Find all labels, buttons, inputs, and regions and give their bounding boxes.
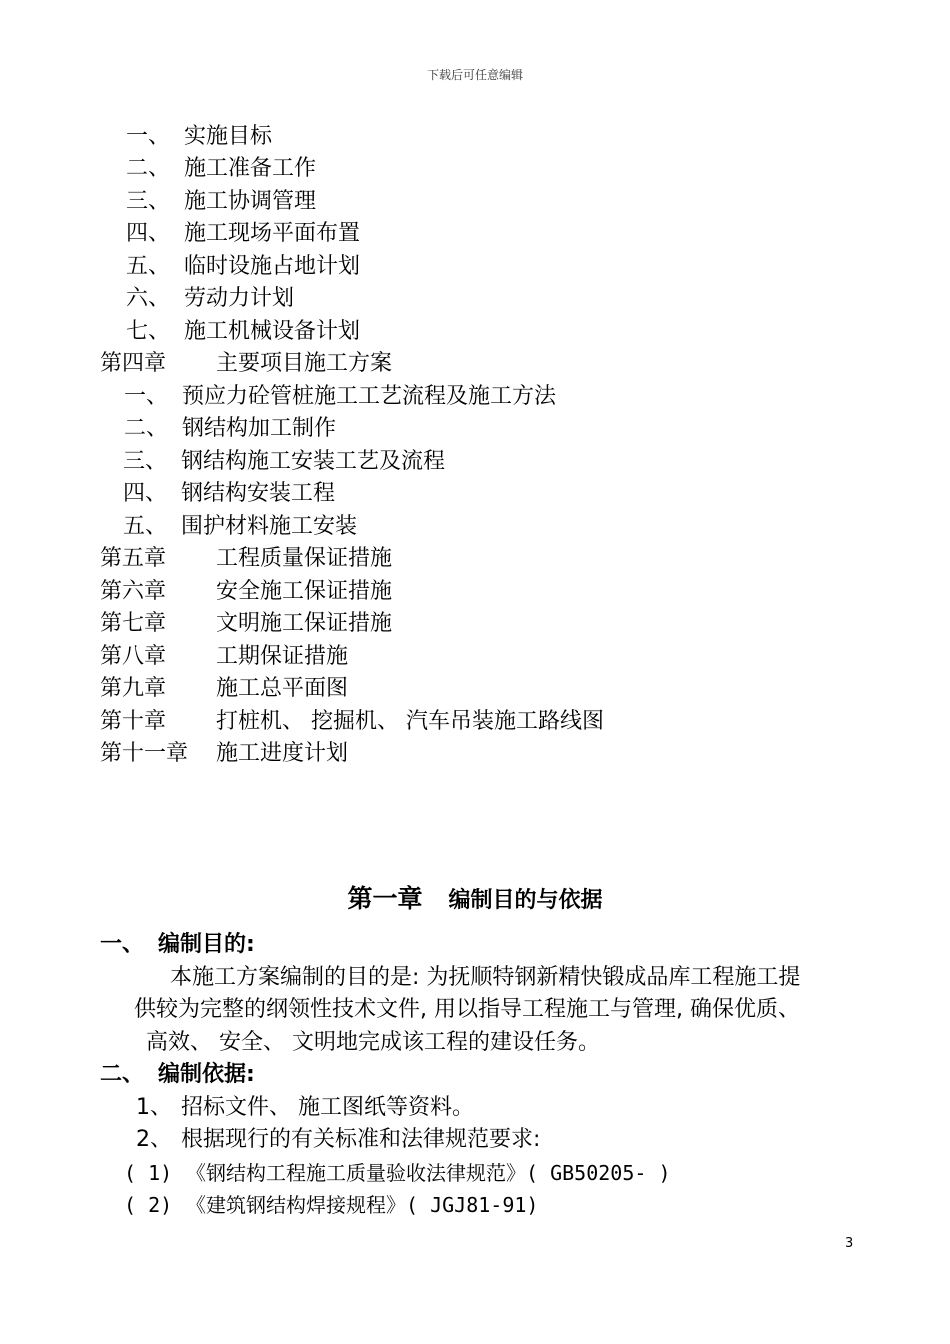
page-header: 下载后可任意编辑 [426, 68, 523, 82]
toc-item-text: 围护材料施工安装 [181, 514, 358, 539]
toc-item-text: 施工协调管理 [184, 189, 317, 214]
chapter-title: 编制目的与依据 [448, 888, 603, 913]
toc-item-text: 钢结构加工制作 [182, 416, 337, 441]
toc-chapter-text: 工期保证措施 [216, 644, 349, 669]
toc-item [126, 122, 272, 152]
toc-item [123, 512, 357, 542]
toc-chapter [100, 349, 392, 379]
toc-item [126, 219, 360, 249]
toc-item [126, 252, 360, 282]
list-item-num: 1、 [136, 1095, 172, 1120]
toc-chapter-text: 施工进度计划 [216, 741, 349, 766]
chapter-heading [0, 882, 950, 918]
toc-chapter-text: 施工总平面图 [216, 676, 349, 701]
paragraph-line: 高效、 安全、 文明地完成该工程的建设任务。 [146, 1030, 600, 1055]
toc-chapter-num: 第四章 [100, 351, 167, 376]
toc-item-num: 一、 [126, 124, 171, 149]
toc-item-text: 施工现场平面布置 [184, 221, 361, 246]
toc-item-num: 三、 [123, 449, 168, 474]
section-title: 编制依据: [158, 1062, 255, 1087]
toc-item-text: 预应力砼管桩施工工艺流程及施工方法 [182, 384, 557, 409]
toc-item-num: 四、 [126, 221, 171, 246]
toc-chapter-text: 打桩机、 挖掘机、 汽车吊装施工路线图 [216, 709, 604, 734]
toc-item [124, 382, 556, 412]
toc-chapter-text: 安全施工保证措施 [216, 579, 393, 604]
reference-item [124, 1158, 671, 1188]
paragraph-line: 供较为完整的纲领性技术文件, 用以指导工程施工与管理, 确保优质、 [134, 997, 800, 1022]
toc-item-text: 钢结构安装工程 [181, 481, 336, 506]
toc-item-text: 施工准备工作 [184, 156, 317, 181]
toc-item-text: 劳动力计划 [184, 286, 295, 311]
toc-chapter [100, 642, 348, 672]
section-heading [100, 1060, 255, 1090]
chapter-label: 第一章 [347, 884, 423, 913]
toc-chapter [100, 739, 348, 769]
toc-item [123, 479, 335, 509]
page-number: 3 [845, 1236, 854, 1251]
toc-item [126, 187, 316, 217]
toc-item-num: 六、 [126, 286, 171, 311]
toc-item-num: 七、 [126, 319, 171, 344]
toc-chapter-num: 第六章 [100, 579, 167, 604]
section-title: 编制目的: [158, 932, 255, 957]
toc-chapter [100, 577, 392, 607]
toc-chapter-num: 第五章 [100, 546, 167, 571]
toc-chapter-num: 第九章 [100, 676, 167, 701]
toc-chapter-text: 工程质量保证措施 [216, 546, 393, 571]
toc-chapter-num: 第七章 [100, 611, 167, 636]
paragraph-line: 本施工方案编制的目的是: 为抚顺特钢新精快锻成品库工程施工提 [170, 965, 801, 990]
list-item-num: 2、 [136, 1127, 172, 1152]
reference-item [124, 1190, 538, 1220]
list-item [136, 1093, 474, 1123]
section-num: 二、 [100, 1062, 145, 1087]
reference-num: ( 1) [124, 1161, 173, 1185]
toc-item-text: 实施目标 [184, 124, 273, 149]
section-num: 一、 [100, 932, 145, 957]
toc-item-text: 临时设施占地计划 [184, 254, 361, 279]
toc-item [124, 414, 336, 444]
toc-item [126, 317, 360, 347]
reference-text: 《钢结构工程施工质量验收法律规范》( GB50205- ) [186, 1161, 671, 1185]
toc-item-num: 五、 [126, 254, 171, 279]
toc-chapter [100, 544, 392, 574]
toc-item-num: 二、 [126, 156, 171, 181]
section-heading [100, 930, 255, 960]
reference-num: ( 2) [124, 1193, 173, 1217]
toc-chapter [100, 609, 392, 639]
toc-item-num: 五、 [123, 514, 168, 539]
toc-chapter [100, 674, 348, 704]
list-item [136, 1125, 540, 1155]
toc-item-num: 一、 [124, 384, 169, 409]
toc-item-num: 四、 [123, 481, 168, 506]
toc-item [126, 284, 294, 314]
toc-item [123, 447, 445, 477]
toc-chapter-text: 主要项目施工方案 [216, 351, 393, 376]
toc-chapter [100, 707, 604, 737]
list-item-text: 招标文件、 施工图纸等资料。 [181, 1095, 474, 1120]
reference-text: 《建筑钢结构焊接规程》( JGJ81-91) [186, 1193, 539, 1217]
toc-chapter-num: 第十章 [100, 709, 167, 734]
toc-item [126, 154, 316, 184]
list-item-text: 根据现行的有关标准和法律规范要求: [181, 1127, 541, 1152]
toc-item-num: 二、 [124, 416, 169, 441]
toc-chapter-num: 第十一章 [100, 741, 189, 766]
toc-item-text: 施工机械设备计划 [184, 319, 361, 344]
toc-chapter-text: 文明施工保证措施 [216, 611, 393, 636]
toc-chapter-num: 第八章 [100, 644, 167, 669]
toc-item-num: 三、 [126, 189, 171, 214]
toc-item-text: 钢结构施工安装工艺及流程 [181, 449, 446, 474]
